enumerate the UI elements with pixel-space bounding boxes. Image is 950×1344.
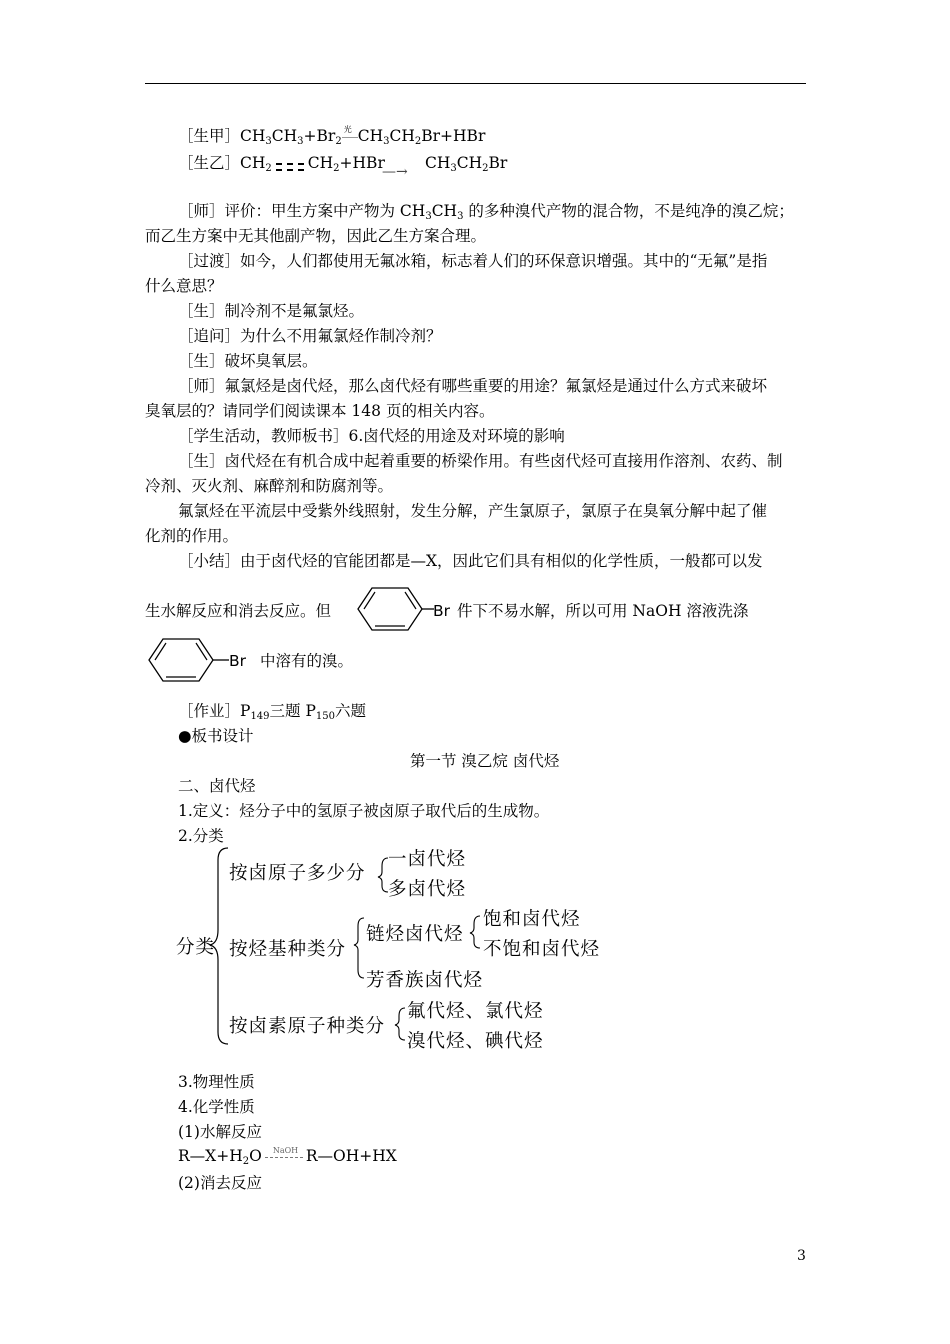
teacher-eval-line-1 — [178, 200, 794, 228]
activity-line: ［学生活动，教师板书］6.卤代烃的用途及对环境的影响 — [178, 427, 565, 445]
text: ［师］评价：甲生方案中产物为 CH — [178, 202, 426, 220]
eq-sub: 2 — [333, 163, 340, 174]
summary-line-1: ［小结］由于卤代烃的官能团都是—X，因此它们具有相似的化学性质，一般都可以发 — [178, 552, 763, 570]
classification-heading: 2.分类 — [178, 827, 224, 845]
tree-leaf-mono: 一卤代烃 — [388, 849, 467, 870]
tag: ［生乙］ — [178, 154, 241, 172]
header-rule — [145, 83, 806, 84]
eq-text: CH — [389, 127, 415, 145]
condition-label: NaOH — [272, 1146, 299, 1155]
teacher-eval-line-2: 而乙生方案中无其他副产物，因此乙生方案合理。 — [145, 227, 487, 245]
student-answer-3b: 冷剂、灭火剂、麻醉剂和防腐剂等。 — [145, 477, 394, 495]
eq-sub: 2 — [482, 163, 489, 174]
teacher-line-2: 臭氧层的？请同学们阅读课本 148 页的相关内容。 — [145, 402, 495, 420]
elimination-heading: (2)消去反应 — [178, 1174, 262, 1192]
text: 三题 P — [269, 702, 316, 720]
eq-sub: 2 — [414, 136, 422, 147]
eq-text: CH — [271, 127, 298, 145]
eq-text: CH — [357, 127, 384, 145]
eq-text: CH — [240, 154, 266, 172]
tree-leaf-saturated: 饱和卤代烃 — [483, 909, 581, 930]
student-b-line — [178, 152, 385, 180]
student-answer-3a: ［生］卤代烃在有机合成中起着重要的桥梁作用。有些卤代烃可直接用作溶剂、农药、制 — [178, 452, 783, 470]
condition-label: 光 — [343, 125, 352, 134]
eq-text: R—OH+HX — [305, 1147, 397, 1165]
transition-line-2: 什么意思？ — [145, 277, 223, 295]
eq-sub: 3 — [457, 211, 464, 222]
tree-leaf-f-cl: 氟代烃、氯代烃 — [407, 1001, 544, 1022]
text: 六题 — [334, 702, 366, 720]
teacher-line-1: ［师］氟氯烃是卤代烃，那么卤代烃有哪些重要的用途？氟氯烃是通过什么方式来破坏 — [178, 377, 768, 395]
physical-properties: 3.物理性质 — [178, 1073, 255, 1091]
tree-branch-by-count: 按卤原子多少分 — [229, 863, 366, 884]
text: CH — [431, 202, 458, 220]
eq-sub: 2 — [265, 163, 272, 174]
eq-text: +Br — [303, 127, 336, 145]
eq-sub: 3 — [265, 136, 272, 147]
tree-root: 分类 — [176, 937, 216, 958]
tree-node-chain: 链烃卤代烃 — [366, 924, 464, 945]
text: 的多种溴代产物的混合物，不是纯净的溴乙烷； — [463, 202, 794, 220]
student-answer-1: ［生］制冷剂不是氟氯烃。 — [178, 302, 365, 320]
transition-line-1: ［过渡］如今，人们都使用无氟冰箱，标志着人们的环保意识增强。其中的“无氟”是指 — [178, 252, 768, 270]
tree-branch-by-group: 按烃基种类分 — [229, 939, 347, 960]
naoh-arrow — [265, 1145, 303, 1167]
page-number: 3 — [797, 1248, 806, 1264]
eq-text: CH — [307, 154, 334, 172]
eq-sub: 3 — [450, 163, 457, 174]
eq-text: CH — [425, 154, 451, 172]
double-bond — [272, 160, 308, 172]
tree-leaf-br-i: 溴代烃、碘代烃 — [407, 1031, 544, 1052]
eq-text: R—X+H — [178, 1147, 243, 1165]
text: ［作业］P — [178, 702, 251, 720]
summary-line-3: 中溶有的溴。 — [260, 652, 354, 670]
eq-sub: 2 — [242, 1156, 250, 1167]
light-arrow — [342, 125, 358, 147]
tree-leaf-aromatic: 芳香族卤代烃 — [366, 970, 484, 991]
eq-text: +HBr — [339, 154, 385, 172]
paragraph-line-1: 氟氯烃在平流层中受紫外线照射，发生分解，产生氯原子，氯原子在臭氧分解中起了催 — [178, 502, 768, 520]
definition-line: 1.定义：烃分子中的氢原子被卤原子取代后的生成物。 — [178, 802, 550, 820]
br-label-2: Br — [229, 652, 247, 670]
eq-text: CH — [456, 154, 483, 172]
eq-text: O — [249, 1147, 262, 1165]
hydrolysis-heading: (1)水解反应 — [178, 1123, 262, 1141]
page-sub: 150 — [315, 711, 335, 722]
tag: ［生甲］ — [178, 127, 241, 145]
student-a-line — [178, 125, 485, 153]
chemical-properties: 4.化学性质 — [178, 1098, 255, 1116]
tree-leaf-unsaturated: 不饱和卤代烃 — [483, 939, 601, 960]
eq-sub: 2 — [335, 136, 342, 147]
tree-leaf-poly: 多卤代烃 — [388, 879, 467, 900]
eq-sub: 3 — [297, 136, 304, 147]
board-title: 第一节 溴乙烷 卤代烃 — [410, 752, 560, 770]
student-b-product — [425, 152, 507, 180]
eq-sub: 3 — [383, 136, 390, 147]
section-haloalkane: 二、卤代烃 — [178, 777, 256, 795]
tree-branch-by-halogen: 按卤素原子种类分 — [229, 1016, 386, 1037]
eq-text: Br+HBr — [421, 127, 486, 145]
page-sub: 149 — [250, 711, 270, 722]
eq-sub: 3 — [425, 211, 432, 222]
student-answer-2: ［生］破坏臭氧层。 — [178, 352, 318, 370]
paragraph-line-2: 化剂的作用。 — [145, 527, 239, 545]
reaction-arrow: —→ — [382, 164, 408, 180]
homework-line — [178, 700, 366, 728]
board-heading: ●板书设计 — [178, 727, 254, 745]
hydrolysis-equation — [178, 1145, 397, 1173]
followup-question: ［追问］为什么不用氟氯烃作制冷剂？ — [178, 327, 442, 345]
eq-text: Br — [488, 154, 508, 172]
eq-text: CH — [240, 127, 266, 145]
summary-line-2a: 生水解反应和消去反应。但 — [145, 602, 332, 620]
summary-line-2b: 件下不易水解，所以可用 NaOH 溶液洗涤 — [457, 602, 749, 620]
br-label-1: Br — [433, 602, 451, 620]
